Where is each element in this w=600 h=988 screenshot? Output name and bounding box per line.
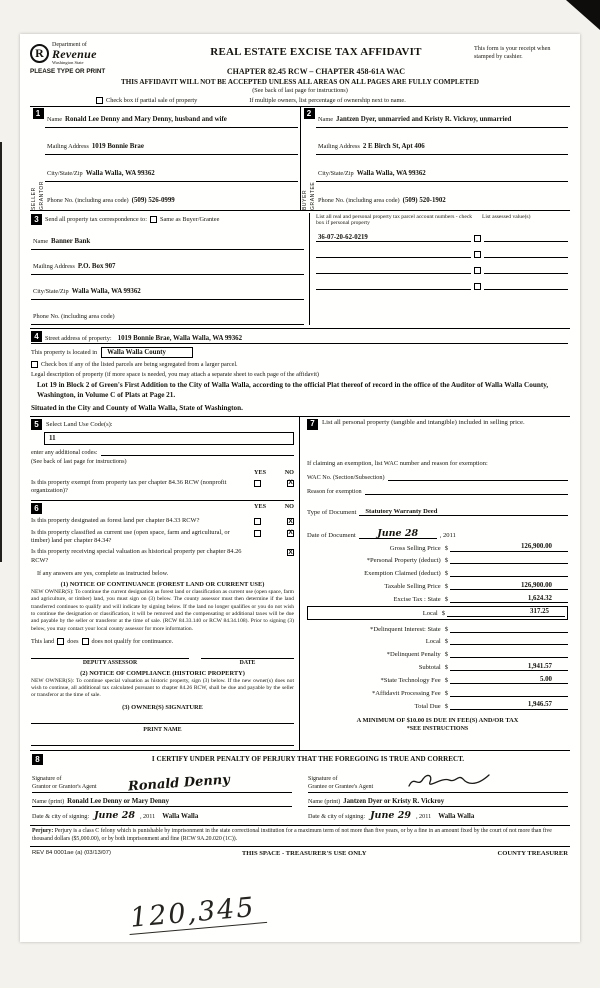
- exemption-claimed-label: Exemption Claimed (deduct): [364, 570, 441, 578]
- form-subtitle: CHAPTER 82.45 RCW – CHAPTER 458-61A WAC: [226, 66, 406, 76]
- grantor-name-value: Ronald Lee Denny or Mary Denny: [67, 797, 170, 805]
- same-as-buyer-checkbox[interactable]: [150, 216, 157, 223]
- rev-number: REV 84 0001ae (a) (03/13/07): [32, 850, 111, 857]
- personal-property-checkbox-4[interactable]: [474, 283, 481, 290]
- parcel-number-blank: [316, 282, 471, 290]
- x-mark-icon: X: [288, 548, 293, 556]
- seller-phone-label: Phone No. (including area code): [47, 196, 129, 204]
- forest-question-row: [31, 517, 294, 525]
- parcel-number-value: 36-07-20-62-0219: [316, 234, 471, 242]
- money-row-total-due: [307, 701, 568, 710]
- grantor-date-year: , 2011: [139, 812, 156, 820]
- forest-question: Is this property designated as forest land per chapter 84.33 RCW?: [31, 517, 200, 525]
- seller-name-value: Ronald Lee Denny and Mary Denny, husband and wife: [65, 115, 227, 123]
- correspondence-mailing-label: Mailing Address: [33, 262, 75, 270]
- grantee-date-year: , 2011: [415, 812, 432, 820]
- total-due-value: 1,946.57: [450, 701, 568, 710]
- grantor-agent-label: Grantor or Grantor's Agent: [32, 783, 97, 790]
- logo-department-of: Department of: [52, 42, 87, 48]
- notice-compliance-title: (2) NOTICE OF COMPLIANCE (HISTORIC PROPERTY): [80, 669, 245, 677]
- section-6-badge: 6: [31, 503, 42, 514]
- land-use-header: [31, 419, 294, 430]
- seller-side-column: [31, 108, 45, 210]
- grantee-name-row: [308, 793, 568, 807]
- personal-property-label: List all personal property (tangible and intangible) included in selling price.: [322, 418, 525, 426]
- grantor-signature-column: [32, 769, 292, 820]
- grantee-name-print-label: Name (print): [308, 797, 341, 805]
- grantee-city-value: Walla Walla: [438, 812, 475, 820]
- additional-codes-line[interactable]: [101, 449, 295, 456]
- does-not-qualify-checkbox[interactable]: [82, 638, 89, 645]
- seller-name-row: [45, 108, 298, 128]
- taxable-selling-price-label: Taxable Selling Price: [384, 583, 441, 591]
- segregated-checkbox[interactable]: [31, 361, 38, 368]
- grantee-signature: [406, 772, 492, 790]
- owners-signature-title: (3) OWNER(S) SIGNATURE: [122, 703, 203, 711]
- dollar-sign: $: [444, 583, 448, 591]
- section-4-badge: 4: [31, 331, 42, 342]
- historic-no-checkbox[interactable]: [287, 549, 294, 556]
- legal-description-value: Lot 19 in Block 2 of Green's First Addition to the City of Walla Walla, according to the official Plat thereof of record in the office of the Auditor of Walla Walla County, Washington, in Volume C of Plats at Page 21.: [37, 380, 549, 399]
- yes-header: YES: [254, 468, 267, 476]
- grantor-signature-label: [32, 776, 124, 792]
- parcel-row: [316, 228, 568, 242]
- dor-logo-text: [52, 42, 97, 66]
- seller-phone-value: (509) 526-0999: [131, 196, 175, 204]
- partial-sale-checkbox[interactable]: [96, 97, 103, 104]
- current-use-question-row: [31, 529, 294, 546]
- title-block: [158, 42, 474, 58]
- form-header: [30, 42, 570, 66]
- excise-tax-state-label: Excise Tax : State: [393, 596, 441, 604]
- assessed-value-line-2: [484, 250, 568, 258]
- treasurer-space-label: THIS SPACE - TREASURER'S USE ONLY: [241, 849, 367, 857]
- document-type-value: Statutory Warranty Deed: [359, 508, 568, 516]
- segregated-label: Check box if any of the listed parcels are being segregated from a larger parcel.: [41, 360, 238, 368]
- dollar-sign: $: [444, 651, 448, 659]
- street-address-label: Street address of property:: [45, 334, 112, 342]
- money-row-processing-fee: [307, 688, 568, 697]
- exemption-reason-row: [307, 488, 568, 495]
- exempt-no-checkbox[interactable]: [287, 480, 294, 487]
- subtotal-label: Subtotal: [418, 664, 441, 672]
- assessed-value-line-1: [484, 234, 568, 242]
- form-footer: [30, 847, 570, 859]
- seller-csz-row: [45, 155, 298, 182]
- partial-sale-label: Check box if partial sale of property: [106, 96, 198, 104]
- exemption-reason-label: Reason for exemption: [307, 487, 362, 495]
- correspondence-name-value: Banner Bank: [51, 237, 91, 245]
- certification-header: [32, 754, 568, 765]
- exempt-question: Is this property exempt from property tax per chapter 84.36 RCW (nonprofit organization)?: [31, 478, 227, 494]
- grantor-name-print-label: Name (print): [32, 797, 65, 805]
- parties-section: [30, 106, 570, 211]
- affidavit-processing-fee-value: [450, 688, 568, 697]
- form-subheader: [30, 67, 570, 76]
- assessed-values-header: List assessed value(s): [482, 213, 531, 220]
- land-use-code-input[interactable]: 11: [44, 432, 294, 445]
- x-mark-icon: X: [288, 529, 293, 537]
- buyer-name-label: Name: [318, 115, 334, 123]
- grantor-side-label: GRANTOR: [38, 180, 45, 210]
- buyer-csz-row: [316, 155, 568, 182]
- parcel-row: [316, 276, 568, 290]
- land-use-label: Select Land Use Code(s):: [46, 420, 113, 428]
- money-row-delinquent-penalty: [307, 650, 568, 659]
- section-6-header: [31, 503, 294, 514]
- segregated-row: [31, 361, 568, 368]
- current-use-question: Is this property classified as current use (open space, farm and agricultural, or timber) land per chapter 84.34?: [31, 528, 230, 544]
- deputy-assessor-row: [31, 658, 294, 666]
- x-mark-icon: X: [288, 479, 293, 487]
- assessor-date-line: DATE: [201, 658, 294, 666]
- grantee-name-value: Jantzen Dyer or Kristy R. Vickroy: [343, 797, 445, 805]
- grantee-date-handwritten: June 29: [370, 809, 411, 821]
- dollar-sign: $: [444, 638, 448, 646]
- middle-columns: [30, 417, 570, 751]
- money-row-personal-property: [307, 556, 568, 565]
- grantee-date-row: [308, 807, 568, 820]
- dollar-sign: $: [444, 570, 448, 578]
- property-located-value: Walla Walla County: [101, 347, 193, 358]
- buyer-side-column: [302, 108, 316, 210]
- state-technology-fee-label: *State Technology Fee: [380, 677, 441, 685]
- state-technology-fee-value: 5.00: [450, 676, 568, 685]
- logo-washington-state: Washington State: [52, 60, 84, 65]
- delinquent-interest-local-label: Local: [425, 638, 441, 646]
- street-address-row: [31, 331, 568, 344]
- buyer-name-row: [316, 108, 568, 128]
- buyer-side-label: BUYER: [302, 189, 308, 210]
- money-row-technology-fee: [307, 676, 568, 685]
- scan-edge-artifact: [0, 142, 2, 562]
- x-mark-icon: X: [288, 517, 293, 525]
- additional-codes-label: enter any additional codes:: [31, 448, 98, 456]
- buyer-fields: [316, 108, 568, 210]
- deputy-assessor-line: DEPUTY ASSESSOR: [31, 658, 189, 666]
- left-column: [30, 417, 300, 750]
- excise-tax-state-value: 1,624.32: [450, 595, 568, 604]
- seller-vertical-labels: [31, 119, 45, 210]
- yes-no-header-5: [31, 469, 294, 476]
- wac-number-line[interactable]: [388, 474, 568, 481]
- if-yes-note: If any answers are yes, complete as instructed below.: [37, 569, 169, 577]
- seller-fields: [45, 108, 298, 210]
- section-3: [30, 211, 570, 329]
- seller-mailing-row: [45, 128, 298, 155]
- local-excise-label: Local: [422, 609, 438, 617]
- personal-property-checkbox-2[interactable]: [474, 251, 481, 258]
- gross-selling-price-value: 126,900.00: [450, 543, 568, 552]
- notice-continuance-body: NEW OWNER(S): To continue the current designation as forest land or classification as current use (open space, farm and agriculture, or timber) land, you must sign on (3) below. The county assessor must then determine if the land transferred continues to qualify and will indicate by signing below. If the land no longer qualifies or you do not wish to continue the designation or classification, it will be removed and the compensating or additional taxes will be due and payable by the seller or transferor at the time of sale. (RCW 84.33.140 or RCW 84.34.108). Prior to signing (3) below, you may contact your local county assessor for more information.: [31, 588, 294, 632]
- completion-warning: THIS AFFIDAVIT WILL NOT BE ACCEPTED UNLESS ALL AREAS ON ALL PAGES ARE FULLY COMPLETED: [121, 77, 479, 86]
- money-row-subtotal: [307, 663, 568, 672]
- dollar-sign: $: [444, 702, 448, 710]
- money-row-taxable: [307, 582, 568, 591]
- buyer-csz-value: Walla Walla, WA 99362: [356, 169, 426, 177]
- no-header: NO: [284, 503, 294, 511]
- send-correspondence-row: [31, 213, 304, 225]
- parcel-numbers-header: List all real and personal property tax parcel account numbers - check box if personal property: [316, 213, 473, 227]
- money-row-delinquent-interest-state: [307, 624, 568, 633]
- assessed-value-line-4: [484, 282, 568, 290]
- forest-yes-checkbox[interactable]: [254, 518, 261, 525]
- document-type-label: Type of Document: [307, 508, 357, 516]
- correspondence-phone-label: Phone No. (including area code): [33, 312, 115, 320]
- qualify-does-not-label: does not qualify for continuance.: [91, 637, 174, 645]
- notice-continuance-title: (1) NOTICE OF CONTINUANCE (FOREST LAND OR CURRENT USE): [60, 580, 265, 588]
- grantee-signature-label: [308, 776, 400, 792]
- correspondence-name-label: Name: [33, 237, 49, 245]
- section-7: [300, 417, 570, 750]
- historic-question-row: [31, 548, 294, 565]
- situated-statement: Situated in the City and County of Walla Walla, State of Washington.: [31, 403, 243, 412]
- perjury-text: Perjury is a class C felony which is punishable by imprisonment in the state correctional institution for a maximum term of not more than five years, or by a fine in an amount fixed by the court of not more than five thousand dollars ($5,000.00), or by both imprisonment and fine (RCW 9A.20.020 (1C)).: [32, 827, 552, 842]
- personal-property-blank-area[interactable]: [307, 430, 568, 460]
- signature-of-label: Signature of: [32, 776, 62, 783]
- money-row-excise-state: [307, 595, 568, 604]
- document-date-label: Date of Document: [307, 531, 356, 539]
- section-4: [30, 329, 570, 417]
- grantee-side-label: GRANTEE: [309, 181, 316, 210]
- signatures-grid: [32, 769, 568, 820]
- gross-selling-price-label: Gross Selling Price: [389, 544, 441, 552]
- buyer-grantee-block: [300, 107, 570, 210]
- handwritten-amount: 120,345: [127, 891, 267, 935]
- buyer-csz-label: City/State/Zip: [318, 169, 354, 177]
- personal-property-checkbox-1[interactable]: [474, 235, 481, 242]
- correspondence-mailing-value: P.O. Box 907: [77, 262, 116, 270]
- section-8-badge: 8: [32, 754, 43, 765]
- parcel-row: [316, 244, 568, 258]
- correspondence-name-row: [31, 225, 304, 250]
- dollar-sign: $: [444, 689, 448, 697]
- section-7-badge: 7: [307, 419, 318, 430]
- total-due-label: Total Due: [414, 702, 441, 710]
- grantor-signature: Ronald Denny: [127, 772, 231, 795]
- subtotal-value: 1,941.57: [450, 663, 568, 672]
- dollar-sign: $: [444, 677, 448, 685]
- seller-side-label: SELLER: [31, 186, 37, 210]
- correspondence-csz-label: City/State/Zip: [33, 287, 69, 295]
- print-name-label: PRINT NAME: [143, 726, 182, 733]
- section-5-badge: 5: [31, 419, 42, 430]
- buyer-mailing-value: 2 E Birch St, Apt 406: [362, 142, 425, 150]
- section-1-badge: 1: [33, 108, 44, 119]
- dollar-sign: $: [444, 664, 448, 672]
- same-as-buyer-label: Same as Buyer/Grantee: [159, 215, 220, 223]
- legal-description-label: Legal description of property (if more space is needed, you may attach a separate sheet to each page of the affidavit): [31, 370, 319, 378]
- wac-number-row: [307, 474, 568, 481]
- grantor-date-handwritten: June 28: [94, 809, 135, 821]
- seller-name-label: Name: [47, 115, 63, 123]
- grantor-city-value: Walla Walla: [162, 812, 199, 820]
- correspondence-phone-row: [31, 300, 304, 325]
- current-use-no-checkbox[interactable]: [287, 530, 294, 537]
- partial-sale-item: [96, 97, 197, 104]
- multiple-owners-note: If multiple owners, list percentage of ownership next to name.: [249, 96, 406, 104]
- grantor-signature-row: [32, 769, 292, 793]
- local-excise-value: 317.25: [447, 608, 565, 617]
- delinquent-penalty-value: [450, 650, 568, 659]
- delinquent-interest-local-value: [450, 637, 568, 646]
- parcel-row: [316, 260, 568, 274]
- taxable-selling-price-value: 126,900.00: [450, 582, 568, 591]
- qualify-pre: This land: [31, 637, 55, 645]
- yes-header: YES: [254, 503, 267, 511]
- section-2-badge: 2: [304, 108, 315, 119]
- grantee-signature-row: [308, 769, 568, 793]
- exempt-yes-checkbox[interactable]: [254, 480, 261, 487]
- money-row-local-excise: [307, 606, 568, 620]
- document-type-row: [307, 508, 568, 516]
- correspondence-mailing-row: [31, 250, 304, 275]
- seller-csz-value: Walla Walla, WA 99362: [85, 169, 155, 177]
- delinquent-interest-state-value: [450, 624, 568, 633]
- forest-no-checkbox[interactable]: [287, 518, 294, 525]
- see-instructions-note: *SEE INSTRUCTIONS: [406, 725, 469, 732]
- money-row-gross: [307, 543, 568, 552]
- form-title: REAL ESTATE EXCISE TAX AFFIDAVIT: [210, 46, 422, 58]
- print-name-line[interactable]: [31, 735, 294, 746]
- buyer-phone-value: (509) 520-1902: [402, 196, 446, 204]
- owner-signature-line[interactable]: [31, 713, 294, 724]
- reet-affidavit-form: [20, 34, 580, 942]
- seller-phone-row: [45, 182, 298, 210]
- seller-grantor-block: [30, 107, 300, 210]
- personal-property-deduct-value: [450, 556, 568, 565]
- money-row-delinquent-interest-local: [307, 637, 568, 646]
- does-qualify-checkbox[interactable]: [57, 638, 64, 645]
- grantee-date-label: Date & city of signing:: [308, 812, 366, 820]
- parcel-numbers-block: [309, 213, 570, 325]
- dollar-sign: $: [444, 625, 448, 633]
- section-5: [31, 419, 294, 496]
- dollar-sign: $: [444, 596, 448, 604]
- delinquent-penalty-label: *Delinquent Penalty: [386, 651, 441, 659]
- additional-codes-row: [31, 449, 294, 456]
- dollar-sign: $: [444, 544, 448, 552]
- personal-property-checkbox-3[interactable]: [474, 267, 481, 274]
- minimum-fee-note: A MINIMUM OF $10.00 IS DUE IN FEE(S) AND/OR TAX: [356, 716, 519, 724]
- exemption-claimed-value: [450, 569, 568, 578]
- grantor-name-row: [32, 793, 292, 807]
- section-3-badge: 3: [31, 214, 42, 225]
- money-row-exemption: [307, 569, 568, 578]
- buyer-mailing-label: Mailing Address: [318, 142, 360, 150]
- send-correspondence-label: Send all property tax correspondence to:: [45, 215, 147, 223]
- exempt-question-row: [31, 479, 294, 496]
- no-header: NO: [284, 468, 294, 476]
- seller-mailing-label: Mailing Address: [47, 142, 89, 150]
- dor-logo-icon: R: [30, 44, 49, 63]
- document-date-year: , 2011: [439, 531, 456, 539]
- buyer-mailing-row: [316, 128, 568, 155]
- see-back-note: (See back of last page for instructions): [252, 86, 348, 94]
- grantor-date-row: [32, 807, 292, 820]
- buyer-name-value: Jantzen Dyer, unmarried and Kristy R. Vickroy, unmarried: [336, 115, 512, 123]
- section-6: [31, 500, 294, 745]
- street-address-value: 1019 Bonnie Brae, Walla Walla, WA 99362: [117, 334, 243, 342]
- property-located-row: [31, 347, 568, 358]
- qualify-row: [31, 638, 294, 645]
- treasurer-use-area: [30, 859, 570, 942]
- document-date-row: [307, 529, 568, 539]
- buyer-vertical-labels: [302, 119, 316, 210]
- perjury-label: Perjury:: [32, 827, 54, 834]
- parcel-number-blank: [316, 250, 471, 258]
- top-checkbox-row: [96, 97, 570, 104]
- dor-logo: [30, 42, 158, 66]
- parcel-number-blank: [316, 266, 471, 274]
- current-use-yes-checkbox[interactable]: [254, 530, 261, 537]
- grantee-signature-column: [308, 769, 568, 820]
- certification-statement: I CERTIFY UNDER PENALTY OF PERJURY THAT THE FOREGOING IS TRUE AND CORRECT.: [151, 755, 465, 764]
- dollar-sign: $: [441, 609, 445, 617]
- affidavit-processing-fee-label: *Affidavit Processing Fee: [371, 689, 441, 697]
- property-located-label: This property is located in: [31, 348, 98, 356]
- receipt-note: This form is your receipt when stamped by cashier.: [474, 45, 551, 61]
- personal-property-header-row: [307, 419, 568, 430]
- tax-correspondence-block: [31, 213, 309, 325]
- logo-revenue: Revenue: [52, 47, 97, 61]
- buyer-phone-row: [316, 182, 568, 210]
- buyer-phone-label: Phone No. (including area code): [318, 196, 400, 204]
- exemption-note: If claiming an exemption, list WAC number and reason for exemption:: [307, 459, 488, 467]
- qualify-does-label: does: [67, 637, 79, 645]
- assessed-value-line-3: [484, 266, 568, 274]
- grantor-date-label: Date & city of signing:: [32, 812, 90, 820]
- seller-mailing-value: 1019 Bonnie Brae: [91, 142, 144, 150]
- historic-question: Is this property receiving special valuation as historical property per chapter 84.26 RCW?: [31, 548, 242, 564]
- signature-of-label: Signature of: [308, 776, 338, 783]
- exemption-reason-line[interactable]: [365, 488, 568, 495]
- grantee-agent-label: Grantee or Grantee's Agent: [308, 783, 374, 790]
- section-8: [30, 751, 570, 826]
- dollar-sign: $: [444, 557, 448, 565]
- see-back-note-2: (See back of last page for instructions): [31, 457, 127, 465]
- county-treasurer-label: COUNTY TREASURER: [497, 849, 568, 857]
- wac-number-label: WAC No. (Section/Subsection): [307, 473, 385, 481]
- correspondence-csz-value: Walla Walla, WA 99362: [71, 287, 141, 295]
- please-type-note: PLEASE TYPE OR PRINT: [30, 67, 106, 75]
- parcel-headers-row: [314, 213, 570, 229]
- notice-compliance-body: NEW OWNER(S): To continue special valuation as historic property, sign (3) below. If the new owner(s) does not wish to continue, all additional tax calculated pursuant to chapter 84.26 RCW, shall be due and payable by the seller or transferor at the time of sale.: [31, 677, 294, 699]
- personal-property-deduct-label: *Personal Property (deduct): [366, 557, 441, 565]
- correspondence-csz-row: [31, 275, 304, 300]
- document-date-handwritten: June 28: [359, 529, 437, 539]
- delinquent-interest-state-label: *Delinquent Interest: State: [370, 625, 441, 633]
- scan-corner-artifact: [566, 0, 600, 30]
- seller-csz-label: City/State/Zip: [47, 169, 83, 177]
- perjury-notice: [30, 826, 570, 848]
